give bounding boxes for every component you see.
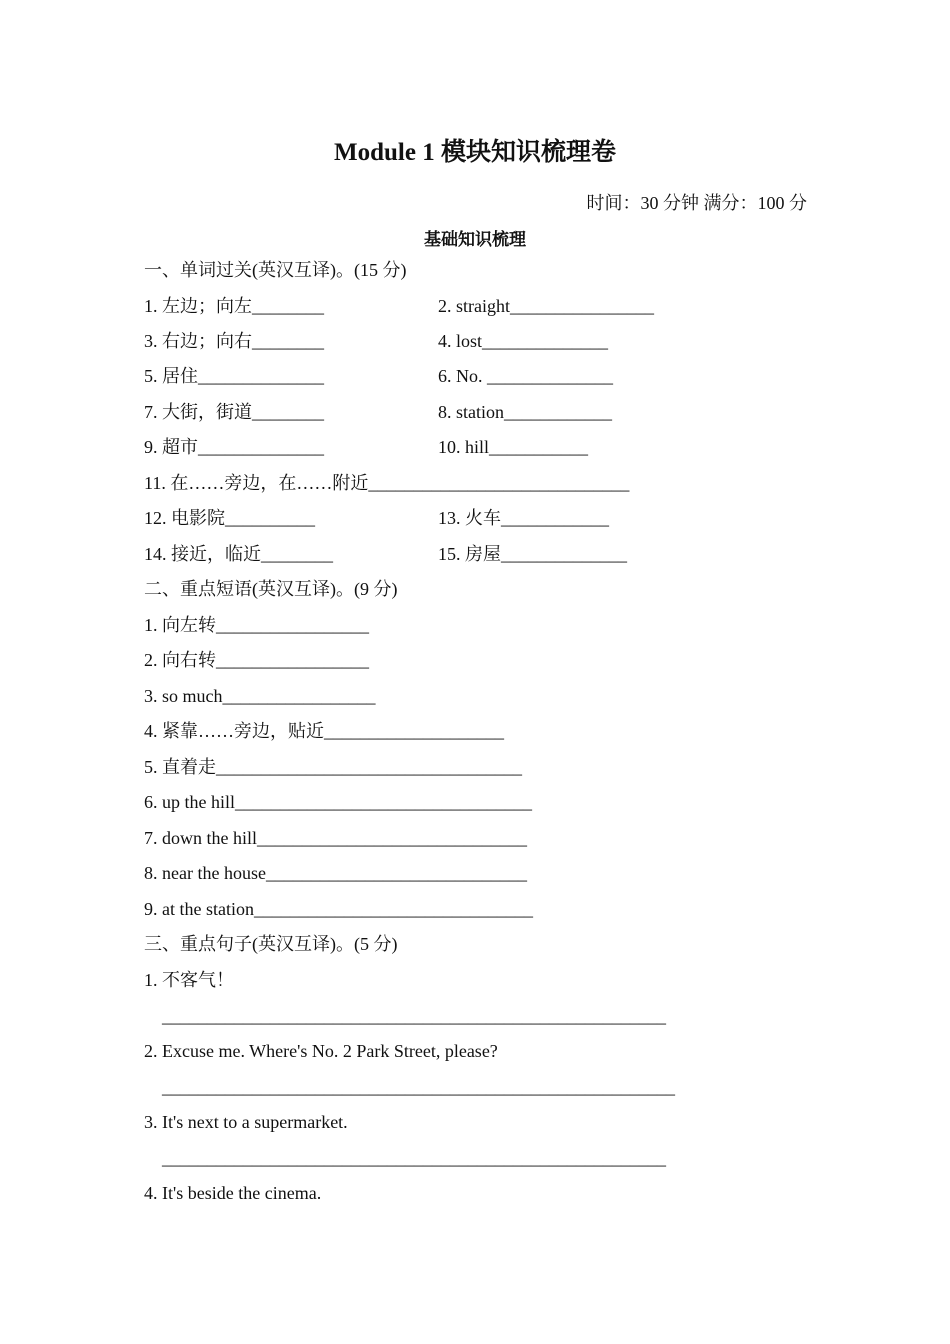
- word-item: 15. 房屋______________: [438, 544, 627, 564]
- answer-line: ________________________________________________________: [162, 1006, 666, 1026]
- phrase-item: 1. 向左转_________________: [144, 615, 369, 635]
- word-item: 5. 居住______________: [144, 366, 324, 386]
- phrase-item: 2. 向右转_________________: [144, 650, 369, 670]
- word-item: 1. 左边；向左________: [144, 296, 324, 316]
- word-item: 10. hill___________: [438, 437, 589, 457]
- time-info: 时间：30 分钟 满分：100 分: [586, 193, 807, 213]
- word-item: 3. 右边；向右________: [144, 331, 324, 351]
- word-item: 9. 超市______________: [144, 437, 324, 457]
- sentence-item: 3. It's next to a supermarket.: [144, 1112, 348, 1132]
- word-item: 12. 电影院__________: [144, 508, 315, 528]
- word-item: 7. 大街，街道________: [144, 402, 324, 422]
- answer-line: ________________________________________________________: [162, 1148, 666, 1168]
- phrase-item: 5. 直着走__________________________________: [144, 757, 522, 777]
- word-item: 4. lost______________: [438, 331, 609, 351]
- page-title: Module 1 模块知识梳理卷: [334, 139, 616, 166]
- answer-line: _________________________________________________________: [162, 1077, 675, 1097]
- part2-heading: 二、重点短语(英汉互译)。(9 分): [144, 579, 398, 599]
- sentence-item: 4. It's beside the cinema.: [144, 1183, 322, 1203]
- phrase-item: 7. down the hill______________________________: [144, 828, 527, 848]
- phrase-item: 6. up the hill_________________________________: [144, 792, 532, 812]
- sentence-item: 2. Excuse me. Where's No. 2 Park Street, please?: [144, 1041, 498, 1061]
- section-heading: 基础知识梳理: [424, 230, 526, 249]
- word-item: 8. station____________: [438, 402, 612, 422]
- phrase-item: 8. near the house_____________________________: [144, 863, 527, 883]
- phrase-item: 4. 紧靠……旁边，贴近____________________: [144, 721, 504, 741]
- word-item: 13. 火车____________: [438, 508, 609, 528]
- part1-heading: 一、单词过关(英汉互译)。(15 分): [144, 260, 407, 280]
- word-item: 11. 在……旁边，在……附近_____________________________: [144, 473, 630, 493]
- phrase-item: 3. so much_________________: [144, 686, 376, 706]
- part3-heading: 三、重点句子(英汉互译)。(5 分): [144, 934, 398, 954]
- word-item: 14. 接近，临近________: [144, 544, 333, 564]
- phrase-item: 9. at the station_______________________________: [144, 899, 533, 919]
- word-item: 6. No. ______________: [438, 366, 613, 386]
- sentence-item: 1. 不客气！: [144, 970, 234, 990]
- word-item: 2. straight________________: [438, 296, 654, 316]
